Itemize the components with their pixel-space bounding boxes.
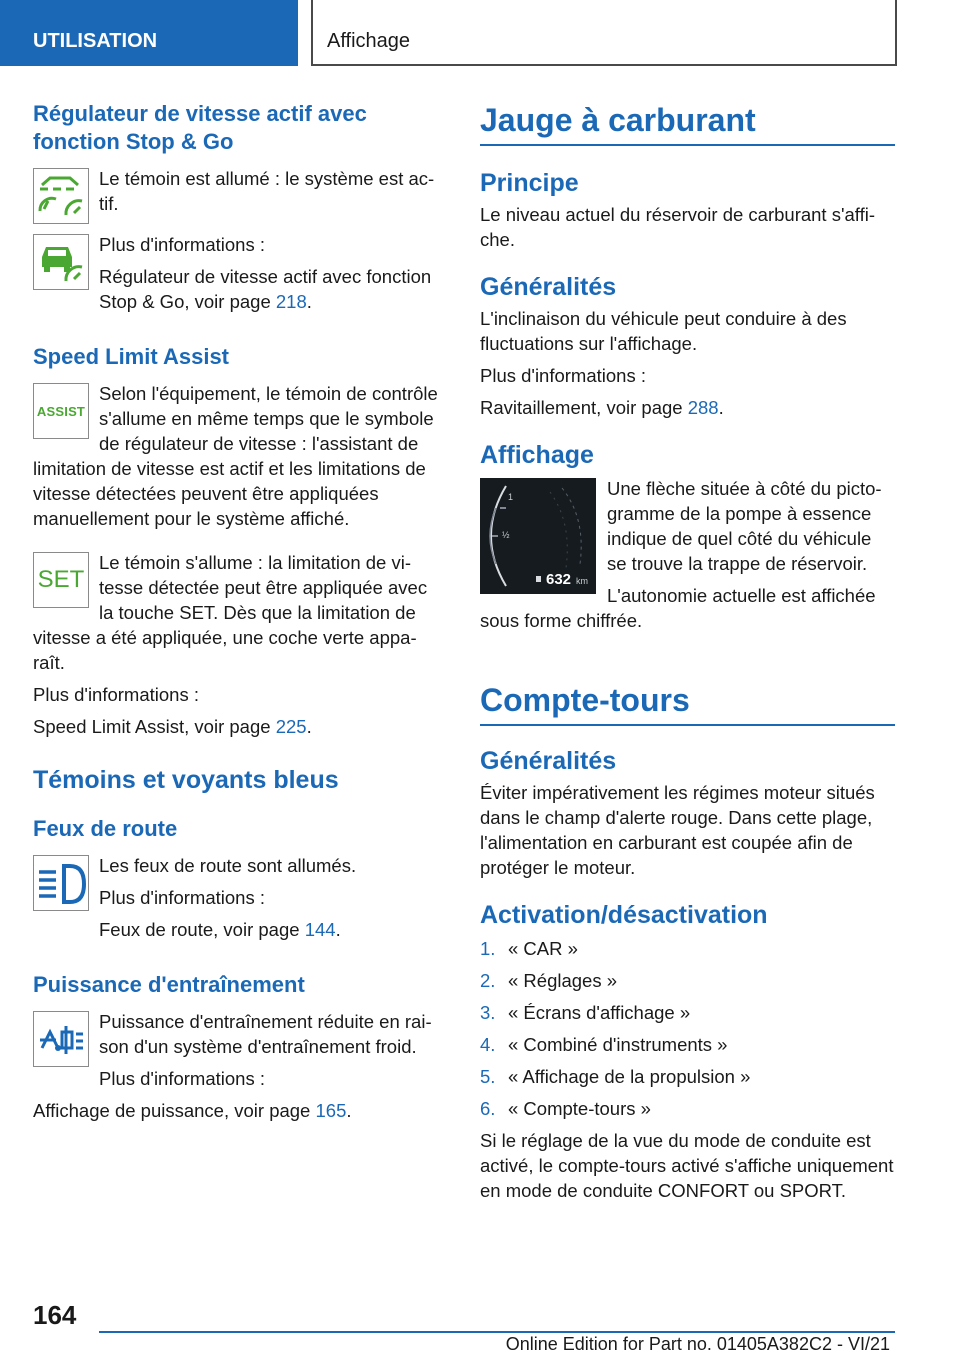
gauge-range-unit: km bbox=[576, 576, 588, 586]
highbeam-title: Feux de route bbox=[33, 816, 178, 841]
highbeam-ref-text: Feux de route, voir page bbox=[99, 919, 305, 940]
acc-title: Régulateur de vitesse actif avec fonction Stop & Go bbox=[33, 101, 367, 154]
tacho-step-text: « Compte-tours » bbox=[508, 1098, 651, 1119]
tacho-step-number: 4. bbox=[480, 1034, 496, 1055]
acc-ref-text: Régulateur de vitesse actif avec fonction Stop & Go, voir page bbox=[99, 266, 432, 312]
acc-item bbox=[33, 166, 441, 232]
set-icon bbox=[33, 552, 89, 608]
fuel-display-title: Affichage bbox=[480, 441, 594, 469]
header-section bbox=[0, 0, 298, 66]
cold-drivetrain-icon bbox=[33, 1011, 89, 1067]
sla-ref: Speed Limit Assist, voir page 225. bbox=[33, 716, 312, 737]
header-chapter-label: Affichage bbox=[327, 30, 411, 52]
sla-text1: Selon l'équipement, le témoin de contrôle s'allume en même temps que le symbole de régulateur de vitesse : l'assistant de limitation de vitesse est actif et les limitations de vitesse détectées peuvent être appliquées manuellement pour le système affiché. bbox=[33, 383, 438, 529]
fuel-display-item bbox=[480, 476, 895, 640]
tacho-step-text: « Écrans d'affichage » bbox=[508, 1002, 691, 1023]
fuel-principe-text: Le niveau actuel du réservoir de carburant s'affiche. bbox=[480, 204, 876, 250]
gauge-half-label: ½ bbox=[502, 530, 510, 540]
power-ref: Affichage de puissance, voir page 165. bbox=[33, 1100, 352, 1121]
sla-title: Speed Limit Assist bbox=[33, 344, 230, 369]
power-text1: Puissance d'entraînement réduite en raison d'un système d'entraînement froid. bbox=[99, 1011, 432, 1057]
fuel-general-more: Plus d'informations : bbox=[480, 365, 646, 386]
tacho-final-text: Si le réglage de la vue du mode de conduite est activé, le compte-tours activé s'affiche uniquement en mode de conduite CONFORT ou SPORT. bbox=[480, 1130, 894, 1201]
fuel-ref: Ravitaillement, voir page 288. bbox=[480, 397, 724, 418]
fuel-page-link[interactable]: 288 bbox=[687, 397, 719, 418]
tacho-act-title: Activation/désactivation bbox=[480, 901, 768, 929]
tacho-step-number: 2. bbox=[480, 970, 496, 991]
tacho-general-text: Éviter impérativement les régimes moteur situés dans le champ d'alerte rouge. Dans cette plage, l'alimentation en carburant est coupée afin de protéger le moteur. bbox=[480, 782, 875, 878]
sla-text2: Le témoin s'allume : la limitation de vitesse détectée peut être appliquée avec la touche SET. Dès que la limitation de vitesse a été appliquée, une coche verte apparaît. bbox=[33, 552, 428, 673]
section-sla bbox=[33, 343, 441, 739]
section-highbeam bbox=[33, 815, 441, 949]
assist-icon bbox=[33, 383, 89, 439]
power-more: Plus d'informations : bbox=[99, 1068, 265, 1089]
highbeam-more: Plus d'informations : bbox=[99, 887, 265, 908]
tacho-steps-list bbox=[480, 936, 895, 1121]
footer-divider bbox=[99, 1331, 895, 1333]
tacho-step-number: 1. bbox=[480, 938, 496, 959]
tacho-step-number: 6. bbox=[480, 1098, 496, 1119]
fuel-display-text1: Une flèche située à côté du pictogramme de la pompe à essence indique de quel côté du véhicule se trouve la trappe de réservoir. bbox=[607, 478, 882, 574]
cruise-control-green-icon bbox=[33, 168, 89, 224]
highbeam-text1: Les feux de route sont allumés. bbox=[99, 855, 357, 876]
acc-item2 bbox=[33, 232, 441, 321]
fuel-title: Jauge à carburant bbox=[480, 100, 895, 146]
power-page-link[interactable]: 165 bbox=[315, 1100, 347, 1121]
fuel-general-text: L'inclinaison du véhicule peut conduire à des fluctuations sur l'affichage. bbox=[480, 308, 847, 354]
sla-ref-text: Speed Limit Assist, voir page bbox=[33, 716, 276, 737]
tacho-step-text: « CAR » bbox=[508, 938, 578, 959]
highbeam-item bbox=[33, 853, 441, 949]
cruise-control-car-icon bbox=[33, 234, 89, 290]
section-power bbox=[33, 971, 441, 1123]
header-chapter bbox=[311, 0, 897, 66]
tacho-step bbox=[480, 968, 895, 993]
acc-more: Plus d'informations : bbox=[99, 234, 265, 255]
tacho-step-text: « Réglages » bbox=[508, 970, 618, 991]
high-beam-icon bbox=[33, 855, 89, 911]
sla-more: Plus d'informations : bbox=[33, 684, 199, 705]
section-acc bbox=[33, 100, 441, 321]
tacho-step-text: « Combiné d'instruments » bbox=[508, 1034, 728, 1055]
acc-text1: Le témoin est allumé : le système est actif. bbox=[99, 168, 435, 214]
tacho-general-title: Généralités bbox=[480, 747, 617, 775]
highbeam-page-link[interactable]: 144 bbox=[304, 919, 336, 940]
right-column bbox=[480, 100, 895, 1210]
tacho-step-number: 3. bbox=[480, 1002, 496, 1023]
power-title: Puissance d'entraînement bbox=[33, 972, 305, 997]
header-section-label: UTILISATION bbox=[33, 30, 158, 52]
fuel-display-text2: L'autonomie actuelle est affichée sous forme chiffrée. bbox=[480, 585, 876, 631]
section-blue bbox=[33, 765, 441, 795]
assist-icon-text: ASSIST bbox=[36, 403, 86, 419]
tacho-step-number: 5. bbox=[480, 1066, 496, 1087]
set-icon-text: SET bbox=[37, 566, 85, 593]
highbeam-ref: Feux de route, voir page 144. bbox=[99, 919, 341, 940]
acc-page-link[interactable]: 218 bbox=[275, 291, 307, 312]
tacho-step bbox=[480, 1032, 895, 1057]
sla-item bbox=[33, 381, 441, 538]
fuel-ref-text: Ravitaillement, voir page bbox=[480, 397, 688, 418]
page-number: 164 bbox=[33, 1300, 77, 1330]
blue-title: Témoins et voyants bleus bbox=[33, 766, 339, 794]
gauge-one-label: 1 bbox=[508, 492, 514, 502]
fuel-general-title: Généralités bbox=[480, 273, 617, 301]
tacho-step bbox=[480, 936, 895, 961]
tacho-step-text: « Affichage de la propulsion » bbox=[508, 1066, 751, 1087]
tacho-step bbox=[480, 1000, 895, 1025]
sla-page-link[interactable]: 225 bbox=[275, 716, 307, 737]
footer-edition: Online Edition for Part no. 01405A382C2 - VI/21 bbox=[505, 1334, 890, 1354]
tacho-title: Compte-tours bbox=[480, 680, 895, 726]
power-item bbox=[33, 1009, 441, 1098]
fuel-principe-title: Principe bbox=[480, 169, 579, 197]
acc-ref: Régulateur de vitesse actif avec fonction Stop & Go, voir page 218. bbox=[99, 266, 432, 312]
tacho-step bbox=[480, 1064, 895, 1089]
left-column bbox=[33, 100, 441, 1130]
tacho-step bbox=[480, 1096, 895, 1121]
fuel-gauge-image bbox=[480, 478, 596, 594]
power-ref-text: Affichage de puissance, voir page bbox=[33, 1100, 316, 1121]
sla-item2 bbox=[33, 550, 441, 682]
gauge-range-value: 632 bbox=[546, 571, 572, 588]
